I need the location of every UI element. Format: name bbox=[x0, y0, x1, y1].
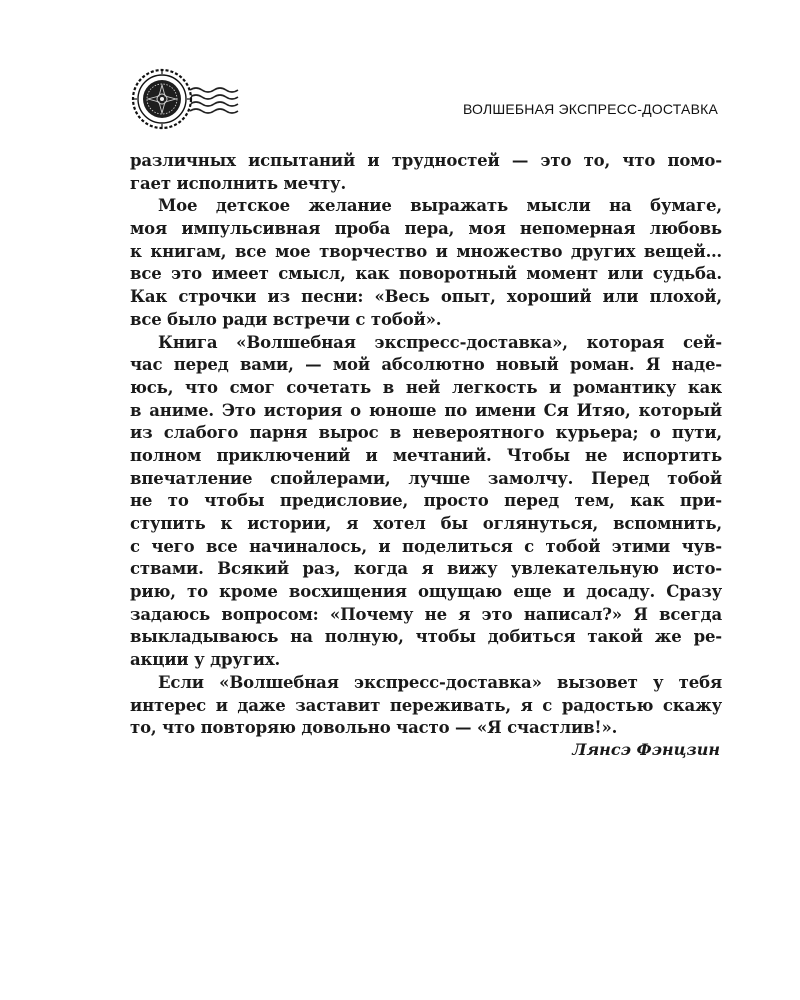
text-line: рию, то кроме восхищения ощущаю еще и досаду. Сразу bbox=[130, 582, 722, 602]
text-line: акции у других. bbox=[130, 650, 281, 670]
text-line: Как строчки из песни: «Весь опыт, хороший или плохой, bbox=[130, 287, 722, 307]
text-line: к книгам, все мое творчество и множество других вещей… bbox=[130, 241, 722, 261]
text-line: не то чтобы предисловие, просто перед тем, как при- bbox=[130, 491, 722, 511]
text-line: Если «Волшебная экспресс-доставка» вызовет у тебя bbox=[158, 672, 722, 692]
text-line: ствами. Всякий раз, когда я вижу увлекательную исто- bbox=[130, 559, 722, 579]
text-line: с чего все начиналось, и поделиться с тобой этими чув- bbox=[130, 536, 722, 556]
text-line: Книга «Волшебная экспресс-доставка», которая сей- bbox=[158, 332, 722, 352]
text-line: то, что повторяю довольно часто — «Я счастлив!». bbox=[130, 718, 618, 738]
text-line: все это имеет смысл, как поворотный момент или судьба. bbox=[130, 264, 722, 284]
text-line: различных испытаний и трудностей — это то, что помо- bbox=[130, 151, 722, 170]
running-header-title: ВОЛШЕБНАЯ ЭКСПРЕСС-ДОСТАВКА bbox=[462, 101, 718, 117]
text-line: впечатление спойлерами, лучше замолчу. Перед тобой bbox=[130, 468, 722, 488]
text-line: гает исполнить мечту. bbox=[130, 173, 347, 193]
text-line: все было ради встречи с тобой». bbox=[130, 309, 442, 329]
text-line: из слабого парня вырос в невероятного курьера; о пути, bbox=[130, 423, 722, 443]
text-line: в аниме. Это история о юноше по имени Ся Итяо, который bbox=[130, 400, 722, 420]
text-line: час перед вами, — мой абсолютно новый роман. Я наде- bbox=[130, 355, 722, 375]
text-line: задаюсь вопросом: «Почему не я это написал?» Я всегда bbox=[130, 604, 722, 624]
body-text bbox=[130, 150, 722, 740]
text-line: выкладываюсь на полную, чтобы добиться такой же ре- bbox=[130, 627, 722, 647]
text-line: юсь, что смог сочетать в ней легкость и романтику как bbox=[130, 377, 722, 397]
text-line: полном приключений и мечтаний. Чтобы не испортить bbox=[130, 445, 722, 465]
text-line: ступить к истории, я хотел бы оглянуться, вспомнить, bbox=[130, 514, 722, 533]
author-signature: Лянсэ Фэнцзин bbox=[572, 740, 720, 759]
text-line: Мое детское желание выражать мысли на бумаге, bbox=[158, 196, 722, 216]
text-line: моя импульсивная проба пера, моя непомерная любовь bbox=[130, 219, 722, 239]
postmark-stamp-icon bbox=[130, 68, 240, 130]
text-line: интерес и даже заставит переживать, я с радостью скажу bbox=[130, 695, 722, 715]
